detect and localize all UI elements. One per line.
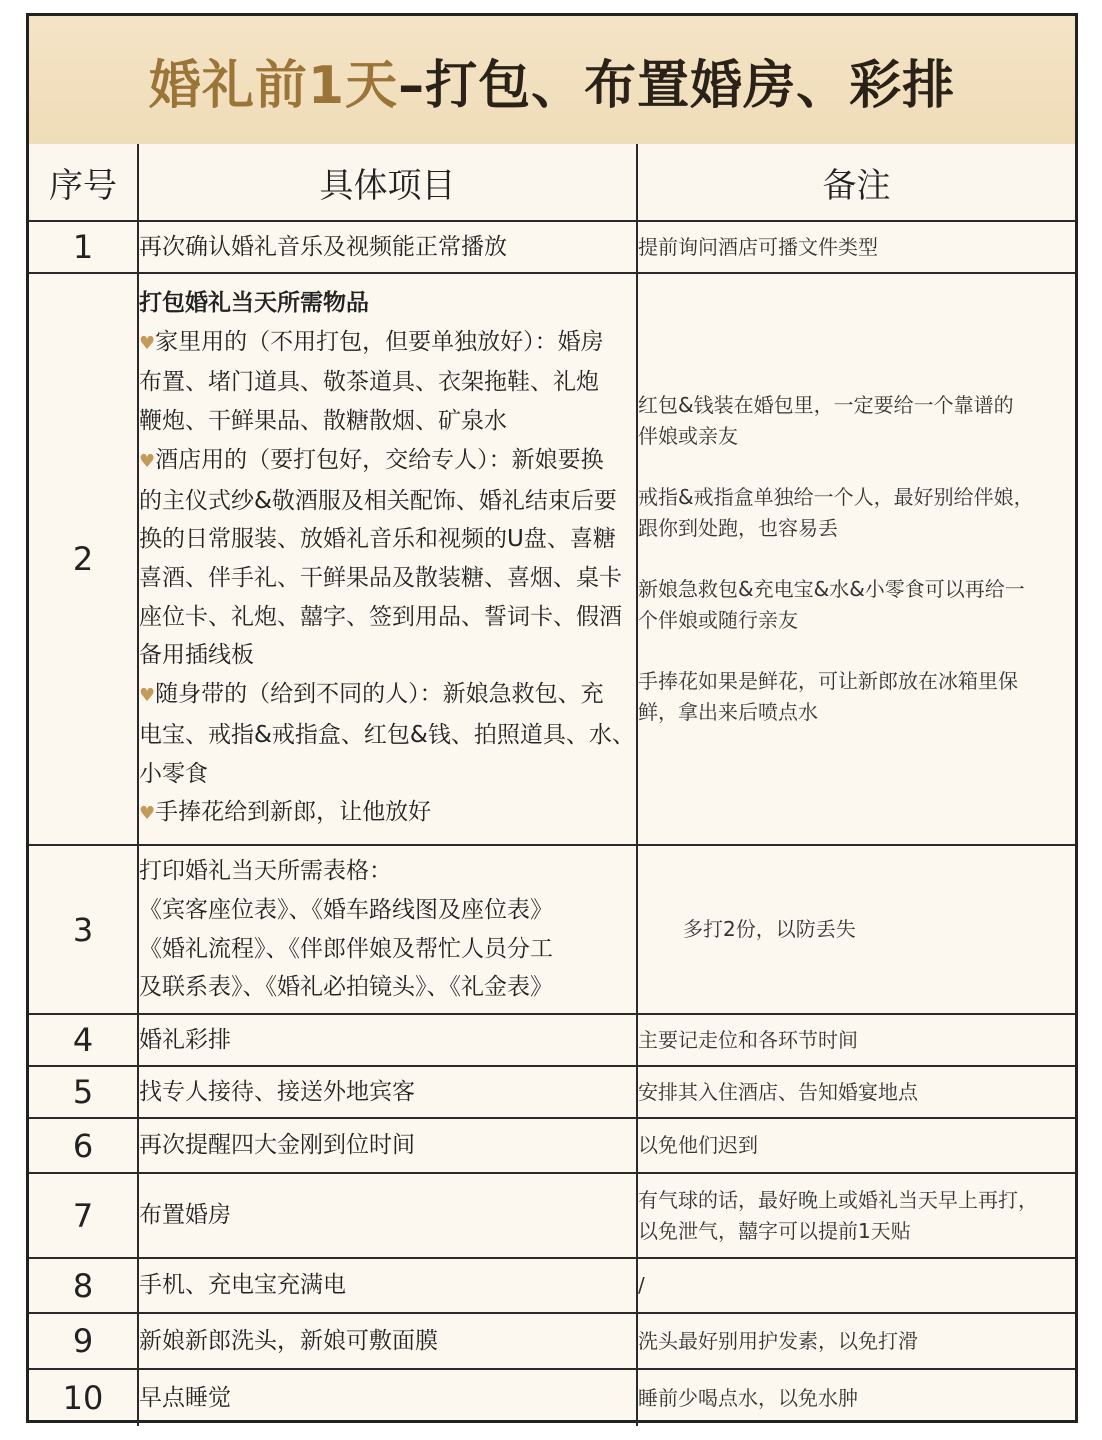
row-note: 以免他们迟到 xyxy=(637,1118,1075,1173)
row-note: 有气球的话，最好晚上或婚礼当天早上再打， 以免泄气，囍字可以提前1天贴 xyxy=(637,1173,1075,1258)
row-number: 10 xyxy=(29,1369,138,1426)
row-number: 4 xyxy=(29,1014,138,1066)
header-num: 序号 xyxy=(29,144,138,221)
heart-icon: ♥ xyxy=(139,803,156,825)
row-item: 早点睡觉 xyxy=(138,1369,637,1426)
row-number: 8 xyxy=(29,1258,138,1313)
row-note: 睡前少喝点水，以免水肿 xyxy=(637,1369,1075,1426)
row-note: 主要记走位和各环节时间 xyxy=(637,1014,1075,1066)
note-paragraph: 红包&钱装在婚包里，一定要给一个靠谱的 伴娘或亲友 xyxy=(638,393,1014,448)
table-row xyxy=(29,845,1075,1014)
list-item: 备用插线板 xyxy=(139,642,254,669)
heart-icon: ♥ xyxy=(139,685,156,707)
row-item: 婚礼彩排 xyxy=(138,1014,637,1066)
title-accent: 婚礼前1天 xyxy=(148,55,399,116)
row-item: 找专人接待、接送外地宾客 xyxy=(138,1066,637,1118)
row-note: 安排其入住酒店、告知婚宴地点 xyxy=(637,1066,1075,1118)
row-number: 2 xyxy=(29,273,138,845)
table-row xyxy=(29,1369,1075,1426)
list-item: 布置、堵门道具、敬茶道具、衣架拖鞋、礼炮 xyxy=(139,369,599,396)
table-row xyxy=(29,1118,1075,1173)
list-item: 电宝、戒指&戒指盒、红包&钱、拍照道具、水、 xyxy=(139,721,635,748)
table-row xyxy=(29,221,1075,273)
row-note: 提前询问酒店可播文件类型 xyxy=(637,221,1075,273)
list-item: 鞭炮、干鲜果品、散糖散烟、矿泉水 xyxy=(139,408,507,435)
title-banner xyxy=(29,16,1075,146)
row-item: 手机、充电宝充满电 xyxy=(138,1258,637,1313)
note-paragraph: 新娘急救包&充电宝&水&小零食可以再给一 个伴娘或随行亲友 xyxy=(638,577,1025,632)
table-row xyxy=(29,1313,1075,1369)
list-item: 小零食 xyxy=(139,760,208,787)
row-number: 7 xyxy=(29,1173,138,1258)
header-note: 备注 xyxy=(637,144,1075,221)
header-row xyxy=(29,144,1075,221)
list-item: ♥手捧花给到新郎，让他放好 xyxy=(139,799,432,826)
packing-title: 打包婚礼当天所需物品 xyxy=(139,290,369,317)
row-number: 6 xyxy=(29,1118,138,1173)
table-row xyxy=(29,1173,1075,1258)
row-number: 1 xyxy=(29,221,138,273)
row-number: 9 xyxy=(29,1313,138,1369)
row-number: 3 xyxy=(29,845,138,1014)
header-item: 具体项目 xyxy=(138,144,637,221)
list-item: 座位卡、礼炮、囍字、签到用品、誓词卡、假酒 xyxy=(139,603,622,630)
row-note: 多打2份，以防丢失 xyxy=(637,845,1075,1014)
row-item: 布置婚房 xyxy=(138,1173,637,1258)
checklist-sheet xyxy=(26,13,1078,1423)
checklist-table xyxy=(29,144,1075,1426)
list-item: 喜酒、伴手礼、干鲜果品及散装糖、喜烟、桌卡 xyxy=(139,565,622,591)
list-item: 的主仪式纱&敬酒服及相关配饰、婚礼结束后要 xyxy=(139,487,617,514)
table-row xyxy=(29,1014,1075,1066)
row-item: 再次确认婚礼音乐及视频能正常播放 xyxy=(138,221,637,273)
table-row xyxy=(29,1066,1075,1118)
row-item: 新娘新郎洗头，新娘可敷面膜 xyxy=(138,1313,637,1369)
table-row xyxy=(29,1258,1075,1313)
heart-icon: ♥ xyxy=(139,332,156,354)
row-note: 洗头最好别用护发素，以免打滑 xyxy=(637,1313,1075,1369)
list-item: 换的日常服装、放婚礼音乐和视频的U盘、喜糖 xyxy=(139,526,616,553)
row-number: 5 xyxy=(29,1066,138,1118)
note-paragraph: 戒指&戒指盒单独给一个人，最好别给伴娘， 跟你到处跑，也容易丢 xyxy=(638,485,1034,540)
row-note: / xyxy=(637,1258,1075,1313)
heart-icon: ♥ xyxy=(139,450,156,472)
note-paragraph: 手捧花如果是鲜花，可让新郎放在冰箱里保 鲜，拿出来后喷点水 xyxy=(638,669,1018,724)
row-note xyxy=(637,273,1075,845)
title-main: –打包、布置婚房、彩排 xyxy=(398,55,956,116)
row-item xyxy=(138,273,637,845)
list-item: ♥酒店用的（要打包好，交给专人）：新娘要换 xyxy=(139,446,604,473)
list-item: ♥家里用的（不用打包，但要单独放好）：婚房 xyxy=(139,328,604,355)
list-item: ♥随身带的（给到不同的人）：新娘急救包、充 xyxy=(139,681,604,708)
row-item: 打印婚礼当天所需表格： 《宾客座位表》、《婚车路线图及座位表》 《婚礼流程》、《伴郎伴娘及帮忙人员分工 及联系表》、《婚礼必拍镜头》、《礼金表》 xyxy=(138,845,637,1014)
row-item: 再次提醒四大金刚到位时间 xyxy=(138,1118,637,1173)
table-row xyxy=(29,273,1075,845)
